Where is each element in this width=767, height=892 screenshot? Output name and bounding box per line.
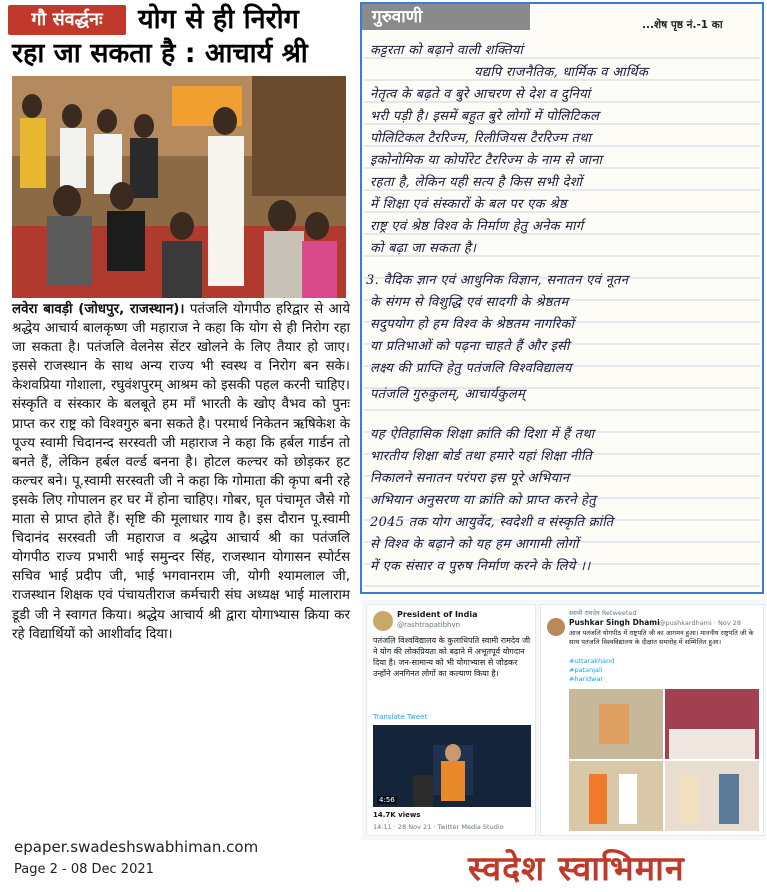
letter-line: अभियान अनुसरण या क्रांति को प्राप्त करने हेतु xyxy=(370,493,596,508)
letter-line: या प्रतिभाओं को पढ़ना चाहते हैं और इसी xyxy=(370,339,570,354)
epaper-url[interactable]: epaper.swadeshswabhiman.com xyxy=(14,838,259,856)
tweet-handle: @pushkardhami · Nov 28 xyxy=(659,619,742,627)
video-duration: 4:56 xyxy=(379,796,395,804)
letter-line: पोलिटिकल टैररिज्म, रिलीजियस टैररिज्म तथा xyxy=(370,131,592,146)
tweet-video[interactable] xyxy=(373,725,531,807)
tweet-text: आज पतंजलि योगपीठ में राष्ट्रपति जी का आगमन हुआ। माननीय राष्ट्रपति जी के साथ पतंजलि विश्वविद्यालय के दीक्षांत समारोह में सम्मिलित हुआ। xyxy=(569,629,754,646)
view-count: 14.7K views xyxy=(373,811,421,819)
letter-line: सदुपयोग हो हम विश्व के श्रेष्ठतम नागरिकों xyxy=(370,317,575,332)
tweet-president xyxy=(366,604,536,836)
tweet-author: Pushkar Singh Dhami xyxy=(569,618,660,627)
translate-link[interactable]: Translate Tweet xyxy=(373,713,428,721)
letter-line: राष्ट्र एवं श्रेष्ठ विश्व के निर्माण हेतु अनेक मार्ग xyxy=(370,219,584,234)
hashtag[interactable]: #uttarakhand xyxy=(569,657,615,665)
article-text: पतंजलि योगपीठ हरिद्वार से आये श्रद्धेय आचार्य बालकृष्ण जी महाराज ने कहा कि योग से ही निरोग रहा जा सकता है। पतंजलि वेलनेस सेंटर खोलने के लिए तैयार हो जाए। इससे राजस्थान के साथ अन्य राज्य भी स्वस्थ व निरोग बन सके। केशवप्रिया गोशाला, रघुवंशपुरम् आश्रम को इसकी पहल करनी चाहिए। संस्कृति व संस्कार के बलबूते हम माँ भारती के खोए वैभव को पुनः प्राप्त कर राष्ट्र को विश्वगुरु बना सकते है। परमार्थ निकेतन ऋषिकेश के पूज्य स्वामी चिदानन्द सरस्वती जी महाराज ने कहा कि हर्बल गार्डन तो बनते हैं, लेकिन हर्बल वर्ल्ड बनना है। होटल कल्चर को छोड़कर हट कल्चर बने। पू.स्वामी सरस्वती जी ने कहा कि गोमाता की कृपा बनी रहे इसके लिए गोपालन हर घर में होना चाहिए। गोबर, घृत पंचामृत जैसे गो माता से प्राप्त होते हैं। सृष्टि की मूलाधार गाय है। इस दौरान पू.स्वामी चिदानंद सरस्वती जी महाराज व श्रद्धेय आचार्य श्री का पतंजलि योगपीठ राज्य प्रभारी भाई समुन्दर सिंह, राजस्थान योगासन स्पोर्टस सचिव भाई प्रदीप जी, भाई भगवानराम जी, योगी श्यामलाल जी, राजस्थान शिक्षक एवं पंचायतीराज कर्मचारी संघ अध्यक्ष भाई मालाराम डूडी जी ने स्वागत किया। श्रद्धेय आचार्य श्री द्वारा योगाभ्यास क्रिया कर रहे विद्यार्थियों को आशीर्वाद दिया। xyxy=(12,302,350,642)
event-photo xyxy=(12,76,346,298)
letter-line: नेतृत्व के बढ़ते व बुरे आचरण से देश व दुनियां xyxy=(370,87,591,102)
letter-line: 2045 तक योग आयुर्वेद, स्वदेशी व संस्कृति क्रांति xyxy=(370,515,614,530)
headline-line-2: रहा जा सकता है : आचार्य श्री xyxy=(12,38,308,69)
avatar xyxy=(547,618,565,636)
letter-line: से विश्व के बढ़ाने को यह हम आगामी लोगों xyxy=(370,537,579,552)
letter-line: के संगम से विशुद्धि एवं सादगी के श्रेष्ठतम xyxy=(370,295,569,310)
tweet-photo-grid[interactable] xyxy=(569,689,759,831)
newspaper-brand: स्वदेश स्वाभिमान xyxy=(468,849,685,889)
article-body xyxy=(12,300,350,644)
tweet-dhami xyxy=(540,604,764,836)
letter-line: पतंजलि गुरुकुलम्, आचार्यकुलम् xyxy=(370,387,526,402)
retweet-label: स्वामी रामदेव Retweeted xyxy=(569,609,637,617)
tweet-text: पतंजलि विश्वविद्यालय के कुलाधिपति स्वामी रामदेव जी ने योग की लोकप्रियता को बढ़ाने में अभूतपूर्व योगदान दिया है। जन-सामान्य को भी योगाभ्यास से जोड़कर उन्होंने अनगिनत लोगों का कल्याण किया है। xyxy=(373,636,531,678)
letter-line: निकालने सनातन परंपरा इस पूरे अभियान xyxy=(370,471,570,486)
letter-line: कट्टरता को बढ़ाने वाली शक्तियां xyxy=(370,43,524,58)
tweet-handle: @rashtrapatibhvn xyxy=(397,621,461,629)
hashtag-list[interactable] xyxy=(569,657,614,684)
letter-line: में एक संसार व पुरुष निर्माण करने के लिये ।। xyxy=(370,559,591,574)
letter-line: इकोनोमिक या कोर्पोरेट टैररिज्म के नाम से जाना xyxy=(370,153,603,168)
article-dateline: लवेरा बावड़ी (जोधपुर, राजस्थान)। xyxy=(12,302,185,317)
letter-line: लक्ष्य की प्राप्ति हेतु पतंजलि विश्वविद्यालय xyxy=(370,361,572,376)
letter-line: यह ऐतिहासिक शिक्षा क्रांति की दिशा में हैं तथा xyxy=(370,427,595,442)
page-info: Page 2 - 08 Dec 2021 xyxy=(14,862,154,877)
section-tag: गौ संवर्द्धनः xyxy=(8,5,126,35)
avatar xyxy=(373,611,393,631)
video-thumbnail xyxy=(373,725,531,807)
guruvani-continued: ...शेष पृष्ठ नं.-1 का xyxy=(642,19,723,31)
letter-line: भरी पड़ी है। इसमें बहुत बुरे लोगों में पोलिटिकल xyxy=(370,109,600,124)
letter-line: 3. वैदिक ज्ञान एवं आधुनिक विज्ञान, सनातन एवं नूतन xyxy=(366,273,629,288)
letter-line: को बढ़ा जा सकता है। xyxy=(370,241,477,256)
tweet-author: President of India xyxy=(397,610,478,619)
letter-line: में शिक्षा एवं संस्कारों के बल पर एक श्रेष्ठ xyxy=(370,197,567,212)
hashtag[interactable]: #patanjali xyxy=(569,666,603,674)
tweet-meta: 14:11 · 28 Nov 21 · Twitter Media Studio xyxy=(373,823,504,831)
guruvani-title: गुरुवाणी xyxy=(362,4,530,30)
letter-line: रहता है, लेकिन यही सत्य है किस सभी देशों xyxy=(370,175,583,190)
hashtag[interactable]: #haridwar xyxy=(569,675,604,683)
headline-line-1: योग से ही निरोग xyxy=(138,4,299,35)
letter-line: भारतीय शिक्षा बोर्ड तथा हमारे यहां शिक्षा नीति xyxy=(370,449,593,464)
letter-line: यद्यपि राजनैतिक, धार्मिक व आर्थिक xyxy=(474,65,649,80)
photo-grid xyxy=(569,689,759,831)
handwritten-letter xyxy=(364,34,760,590)
event-photo-illustration xyxy=(12,76,346,298)
